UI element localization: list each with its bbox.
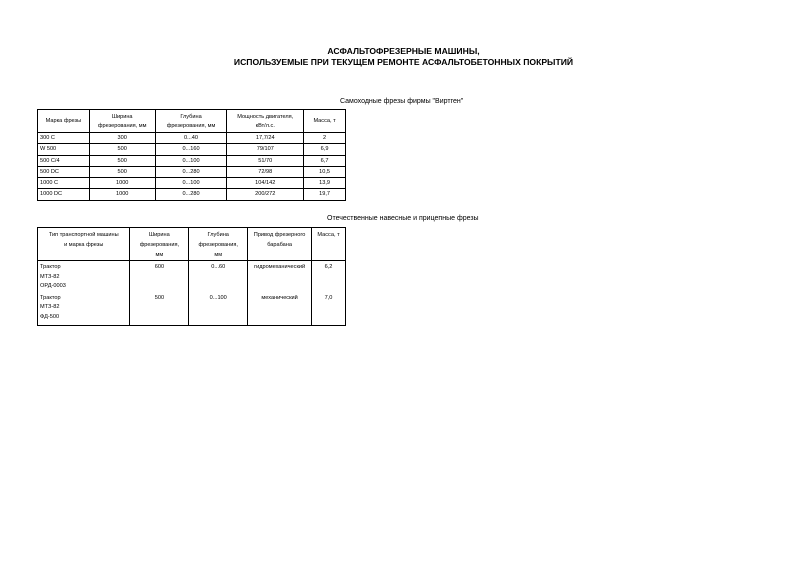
cell-width: 1000 xyxy=(89,178,155,189)
col-header-brand: Марка фрезы xyxy=(38,110,90,133)
table-row xyxy=(38,178,346,189)
cell-drive: гидромеханический xyxy=(248,261,312,292)
col-header-depth: Глубина фрезерования, мм xyxy=(189,228,248,261)
col-header-depth: Глубина фрезерования, мм xyxy=(155,110,227,133)
cell-power: 104/142 xyxy=(227,178,304,189)
col-header-power: Мощность двигателя, кВт/л.с. xyxy=(227,110,304,133)
wirtgen-mills-table xyxy=(37,109,346,201)
cell-mass: 10,5 xyxy=(304,166,346,177)
cell-power: 79/107 xyxy=(227,144,304,155)
cell-depth: 0...40 xyxy=(155,133,227,144)
cell-power: 200/272 xyxy=(227,189,304,200)
cell-depth: 0...160 xyxy=(155,144,227,155)
cell-depth: 0...100 xyxy=(155,178,227,189)
cell-machine: Трактор МТЗ-82 ФД-500 xyxy=(38,292,130,326)
title-line-1: АСФАЛЬТОФРЕЗЕРНЫЕ МАШИНЫ, xyxy=(327,46,480,56)
col-header-machine: Тип транспортной машины и марка фрезы xyxy=(38,228,130,261)
table-row xyxy=(38,155,346,166)
cell-power: 72/98 xyxy=(227,166,304,177)
cell-depth: 0...280 xyxy=(155,189,227,200)
cell-brand: 300 С xyxy=(38,133,90,144)
table-header-row xyxy=(38,228,346,261)
cell-depth: 0...60 xyxy=(189,261,248,292)
cell-depth: 0...280 xyxy=(155,166,227,177)
cell-depth: 0...100 xyxy=(189,292,248,326)
cell-mass: 6,9 xyxy=(304,144,346,155)
cell-width: 500 xyxy=(89,166,155,177)
col-header-width: Ширина фрезерования, мм xyxy=(89,110,155,133)
document-title xyxy=(0,46,807,68)
cell-power: 51/70 xyxy=(227,155,304,166)
table-row xyxy=(38,133,346,144)
col-header-width: Ширина фрезерования, мм xyxy=(130,228,189,261)
cell-brand: W 500 xyxy=(38,144,90,155)
table-row xyxy=(38,261,346,292)
table-header-row xyxy=(38,110,346,133)
cell-brand: 500 DC xyxy=(38,166,90,177)
cell-drive: механический xyxy=(248,292,312,326)
cell-depth: 0...100 xyxy=(155,155,227,166)
table-row xyxy=(38,189,346,200)
table-row xyxy=(38,292,346,326)
cell-mass: 2 xyxy=(304,133,346,144)
cell-brand: 500 С/4 xyxy=(38,155,90,166)
cell-width: 600 xyxy=(130,261,189,292)
cell-width: 500 xyxy=(130,292,189,326)
cell-mass: 7,0 xyxy=(312,292,346,326)
cell-brand: 1000 С xyxy=(38,178,90,189)
cell-width: 500 xyxy=(89,144,155,155)
cell-mass: 13,9 xyxy=(304,178,346,189)
table1-caption: Самоходные фрезы фирмы "Виртген" xyxy=(340,98,464,105)
col-header-mass: Масса, т xyxy=(312,228,346,261)
cell-mass: 19,7 xyxy=(304,189,346,200)
col-header-mass: Масса, т xyxy=(304,110,346,133)
domestic-mills-table xyxy=(37,227,346,326)
cell-width: 500 xyxy=(89,155,155,166)
cell-machine: Трактор МТЗ-82 ОРД-0003 xyxy=(38,261,130,292)
cell-power: 17,7/24 xyxy=(227,133,304,144)
cell-width: 1000 xyxy=(89,189,155,200)
cell-mass: 6,2 xyxy=(312,261,346,292)
table-row xyxy=(38,144,346,155)
col-header-drive: Привод фрезерного барабана xyxy=(248,228,312,261)
cell-mass: 6,7 xyxy=(304,155,346,166)
cell-width: 300 xyxy=(89,133,155,144)
table2-caption: Отечественные навесные и прицепные фрезы xyxy=(327,215,479,222)
cell-brand: 1000 DC xyxy=(38,189,90,200)
title-line-2: ИСПОЛЬЗУЕМЫЕ ПРИ ТЕКУЩЕМ РЕМОНТЕ АСФАЛЬТОБЕТОННЫХ ПОКРЫТИЙ xyxy=(233,57,574,67)
table-row xyxy=(38,166,346,177)
